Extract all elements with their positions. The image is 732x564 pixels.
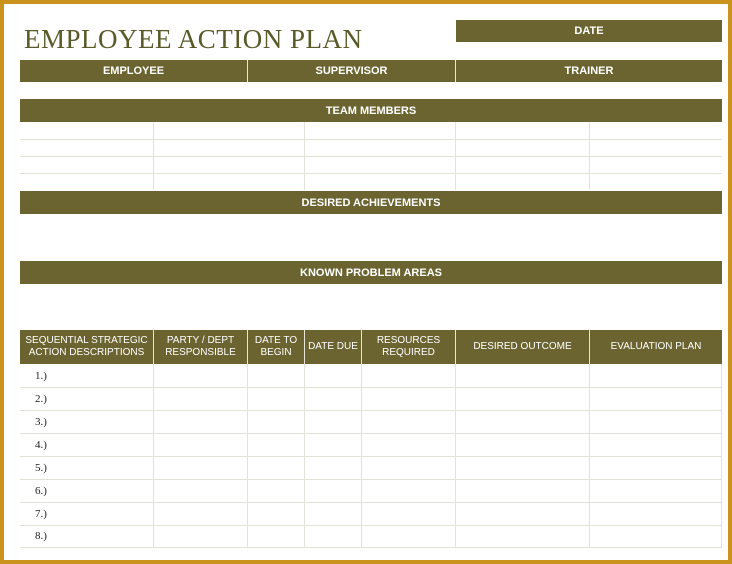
trainer-field[interactable] (456, 82, 722, 99)
supervisor-field[interactable] (248, 82, 456, 99)
desired-achievements-header: DESIRED ACHIEVEMENTS (20, 191, 722, 214)
divider (20, 139, 722, 140)
row-number: 2.) (35, 393, 47, 405)
team-members-header: TEAM MEMBERS (20, 99, 722, 122)
row-number: 3.) (35, 416, 47, 428)
col-header-party-responsible: PARTY / DEPT RESPONSIBLE (154, 330, 248, 364)
row-number: 5.) (35, 462, 47, 474)
divider (20, 156, 722, 157)
col-header-date-to-begin: DATE TO BEGIN (248, 330, 305, 364)
date-field[interactable] (456, 42, 722, 56)
page-title: EMPLOYEE ACTION PLAN (24, 24, 363, 54)
known-problem-areas-field[interactable] (20, 284, 722, 330)
date-header: DATE (456, 20, 722, 42)
row-number: 8.) (35, 530, 47, 542)
desired-achievements-field[interactable] (20, 214, 722, 261)
table-row-divider (20, 547, 722, 548)
divider (455, 122, 456, 190)
divider (589, 122, 590, 190)
table-row-divider (20, 525, 722, 526)
col-header-date-due: DATE DUE (305, 330, 362, 364)
employee-header: EMPLOYEE (20, 60, 248, 82)
divider (153, 122, 154, 190)
col-header-action-descriptions: SEQUENTIAL STRATEGIC ACTION DESCRIPTIONS (20, 330, 154, 364)
col-header-resources-required: RESOURCES REQUIRED (362, 330, 456, 364)
employee-field[interactable] (20, 82, 248, 99)
col-header-desired-outcome: DESIRED OUTCOME (456, 330, 590, 364)
divider (20, 173, 722, 174)
row-number: 7.) (35, 508, 47, 520)
row-number: 4.) (35, 439, 47, 451)
trainer-header: TRAINER (456, 60, 722, 82)
row-number: 1.) (35, 370, 47, 382)
table-row-divider (20, 387, 722, 388)
table-row-divider (20, 433, 722, 434)
table-row-divider (20, 410, 722, 411)
divider (304, 122, 305, 190)
known-problem-areas-header: KNOWN PROBLEM AREAS (20, 261, 722, 284)
table-row-divider (20, 456, 722, 457)
table-row-divider (20, 479, 722, 480)
supervisor-header: SUPERVISOR (248, 60, 456, 82)
table-row-divider (20, 502, 722, 503)
col-header-evaluation-plan: EVALUATION PLAN (590, 330, 722, 364)
row-number: 6.) (35, 485, 47, 497)
